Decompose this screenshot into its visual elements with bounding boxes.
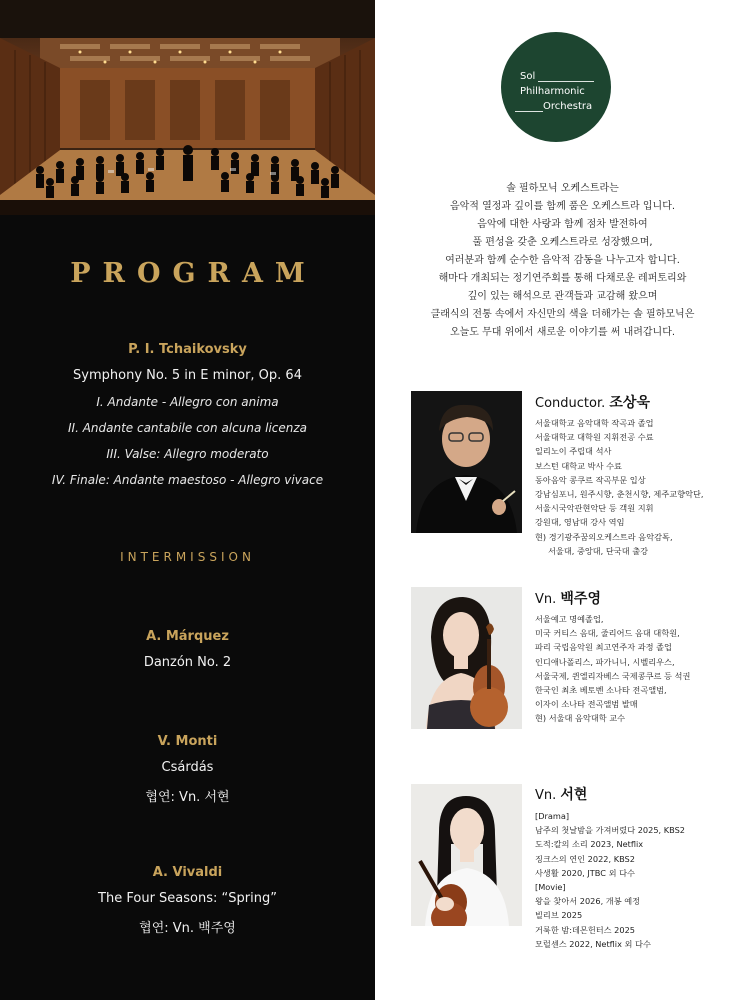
bio-line: 남주의 첫날밤을 가져버렸다 2025, KBS2	[535, 825, 686, 836]
work-csardas: Csárdás	[161, 760, 214, 775]
intro-line: 음악적 열정과 깊이를 함께 품은 오케스트라 입니다.	[449, 201, 676, 212]
logo-text-sol: Sol	[520, 71, 536, 82]
bio-line: 서울대학교 대학원 지휘전공 수료	[535, 432, 654, 443]
orchestra-logo	[501, 32, 611, 142]
bio-line: 미국 커티스 음대, 줄리어드 음대 대학원,	[535, 628, 680, 639]
violinist-baek-name-heading	[535, 588, 601, 608]
violinist-baek-bio	[535, 612, 690, 726]
bio-line: 일리노이 주립대 석사	[535, 446, 612, 457]
bio-line: 동아음악 콩쿠르 작곡부문 입상	[535, 474, 646, 485]
bio-line: 강남심포니, 원주시향, 춘천시향, 제주교향악단,	[535, 489, 704, 500]
movement-3: III. Valse: Allegro moderato	[106, 447, 269, 461]
performer-role: Conductor.	[535, 396, 606, 411]
composer-monti: V. Monti	[157, 734, 218, 749]
bio-line: 한국인 최초 베토벤 소나타 전곡앨범,	[535, 685, 667, 696]
performer-name: 백주영	[560, 591, 601, 607]
intro-line: 클래식의 전통 속에서 자신만의 색을 더해가는 솔 필하모닉은	[430, 309, 695, 320]
composer-marquez: A. Márquez	[146, 629, 229, 644]
concert-hall-photo	[0, 0, 375, 215]
bio-line: 서울대, 중앙대, 단국대 출강	[535, 545, 649, 556]
conductor-bio	[535, 416, 704, 558]
movement-1: I. Andante - Allegro con anima	[96, 395, 279, 409]
performer-name: 서현	[560, 787, 588, 803]
composer-vivaldi: A. Vivaldi	[152, 865, 223, 880]
intro-line: 풀 편성을 갖춘 오케스트라로 성장했으며,	[472, 237, 653, 248]
intro-line: 솔 필하모닉 오케스트라는	[506, 183, 619, 194]
work-symphony-5: Symphony No. 5 in E minor, Op. 64	[73, 368, 302, 383]
intermission-label: INTERMISSION	[120, 550, 255, 564]
bio-line: 서울시국악관현악단 등 객원 지휘	[535, 503, 654, 514]
violinist-baek-photo	[411, 587, 522, 729]
bio-line: 서울국제, 퀸엘리자베스 국제콩쿠르 등 석권	[535, 670, 691, 681]
violinist-seohyun-bio	[535, 809, 685, 951]
program-title: PROGRAM	[70, 258, 317, 289]
bio-line: 파리 국립음악원 최고연주자 과정 졸업	[535, 642, 672, 653]
performer-role: Vn.	[535, 788, 557, 803]
intro-line: 깊이 있는 해석으로 관객들과 교감해 왔으며	[467, 291, 658, 302]
bio-line: 인디애나폴리스, 파가니니, 시벨리우스,	[535, 656, 675, 667]
work-spring: The Four Seasons: “Spring”	[98, 891, 277, 906]
logo-line	[515, 111, 543, 112]
intro-line: 해마다 개최되는 정기연주회를 통해 다채로운 레퍼토리와	[438, 273, 687, 284]
performer-role: Vn.	[535, 592, 557, 607]
soloist-csardas: 협연: Vn. 서현	[145, 790, 230, 805]
bio-line: 서울예고 명예졸업,	[535, 614, 604, 624]
bio-line: 보스턴 대학교 박사 수료	[535, 460, 622, 471]
bio-line: [Movie]	[535, 882, 566, 893]
movement-4: IV. Finale: Andante maestoso - Allegro vivace	[51, 473, 324, 487]
bio-line: 현) 경기광주꿈의오케스트라 음악감독,	[535, 531, 673, 542]
composer-tchaikovsky: P. I. Tchaikovsky	[128, 342, 247, 357]
bio-line: 징크스의 연인 2022, KBS2	[535, 853, 635, 864]
orchestra-intro	[400, 180, 725, 342]
bio-line: 사생활 2020, JTBC 외 다수	[535, 867, 635, 878]
movement-2: II. Andante cantabile con alcuna licenza	[67, 421, 308, 435]
intro-line: 오늘도 무대 위에서 새로운 이야기를 써 내려갑니다.	[449, 327, 676, 338]
bio-line: 이자이 소나타 전곡앨범 발매	[535, 699, 638, 710]
logo-text-philharmonic: Philharmonic	[520, 86, 585, 97]
violinist-seohyun-name-heading	[535, 784, 587, 804]
bio-line: 강원대, 영남대 강사 역임	[535, 517, 625, 528]
violinist-seohyun-photo	[411, 784, 522, 926]
conductor-photo	[411, 391, 522, 533]
bio-line: 왕을 찾아서 2026, 개봉 예정	[535, 896, 641, 907]
soloist-spring: 협연: Vn. 백주영	[139, 921, 236, 936]
logo-text-orchestra: Orchestra	[543, 101, 593, 112]
bio-line: 서울대학교 음악대학 작곡과 졸업	[535, 418, 654, 428]
performer-name: 조상욱	[609, 395, 650, 411]
intro-line: 음악에 대한 사랑과 함께 점차 발전하여	[477, 219, 648, 230]
bio-line: 거룩한 밤:데몬헌터스 2025	[535, 924, 635, 935]
bio-line: 현) 서울대 음악대학 교수	[535, 713, 626, 724]
conductor-name-heading	[535, 392, 650, 412]
bio-line: [Drama]	[535, 811, 570, 821]
bio-line: 빌리브 2025	[535, 910, 583, 921]
bio-line: 도적:칼의 소리 2023, Netflix	[535, 839, 644, 850]
logo-line	[538, 81, 594, 82]
work-danzon: Danzón No. 2	[143, 655, 232, 670]
intro-line: 여러분과 함께 순수한 음악적 감동을 나누고자 합니다.	[445, 255, 680, 266]
bio-line: 모럴센스 2022, Netflix 외 다수	[535, 938, 651, 949]
